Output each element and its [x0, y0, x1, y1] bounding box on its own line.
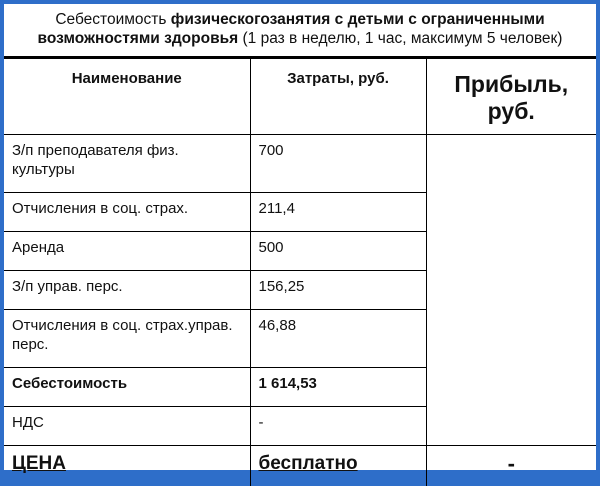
header-name: Наименование	[4, 59, 250, 135]
row-name: Отчисления в соц. страх.управ. перс.	[4, 310, 250, 368]
row-cost: -	[250, 407, 426, 446]
row-cost: 1 614,53	[250, 368, 426, 407]
price-label	[4, 446, 250, 486]
row-cost: 156,25	[250, 271, 426, 310]
price-label-text: ЦЕНА	[12, 453, 66, 474]
table-title	[4, 4, 596, 58]
header-cost: Затраты, руб.	[250, 59, 426, 135]
title-prefix: Себестоимость	[55, 11, 171, 28]
row-name: З/п преподавателя физ. культуры	[4, 135, 250, 193]
row-name: Себестоимость	[4, 368, 250, 407]
row-name: Аренда	[4, 232, 250, 271]
row-cost: 46,88	[250, 310, 426, 368]
price-cost	[250, 446, 426, 486]
price-profit: -	[426, 446, 596, 486]
header-profit: Прибыль, руб.	[426, 59, 596, 135]
row-name: НДС	[4, 407, 250, 446]
row-name: З/п управ. перс.	[4, 271, 250, 310]
row-cost: 500	[250, 232, 426, 271]
profit-cell-empty	[426, 135, 596, 446]
title-suffix: (1 раз в неделю, 1 час, максимум 5 человек)	[238, 30, 563, 47]
price-row	[4, 446, 596, 486]
row-cost: 211,4	[250, 193, 426, 232]
title-bold: физическогозанятия с детьми с ограниченными возможностями здоровья	[37, 11, 545, 47]
cost-table-sheet	[4, 4, 596, 476]
table-row	[4, 135, 596, 193]
cost-table	[4, 58, 596, 486]
price-cost-text: бесплатно	[258, 453, 358, 474]
row-name: Отчисления в соц. страх.	[4, 193, 250, 232]
header-row	[4, 59, 596, 135]
row-cost: 700	[250, 135, 426, 193]
